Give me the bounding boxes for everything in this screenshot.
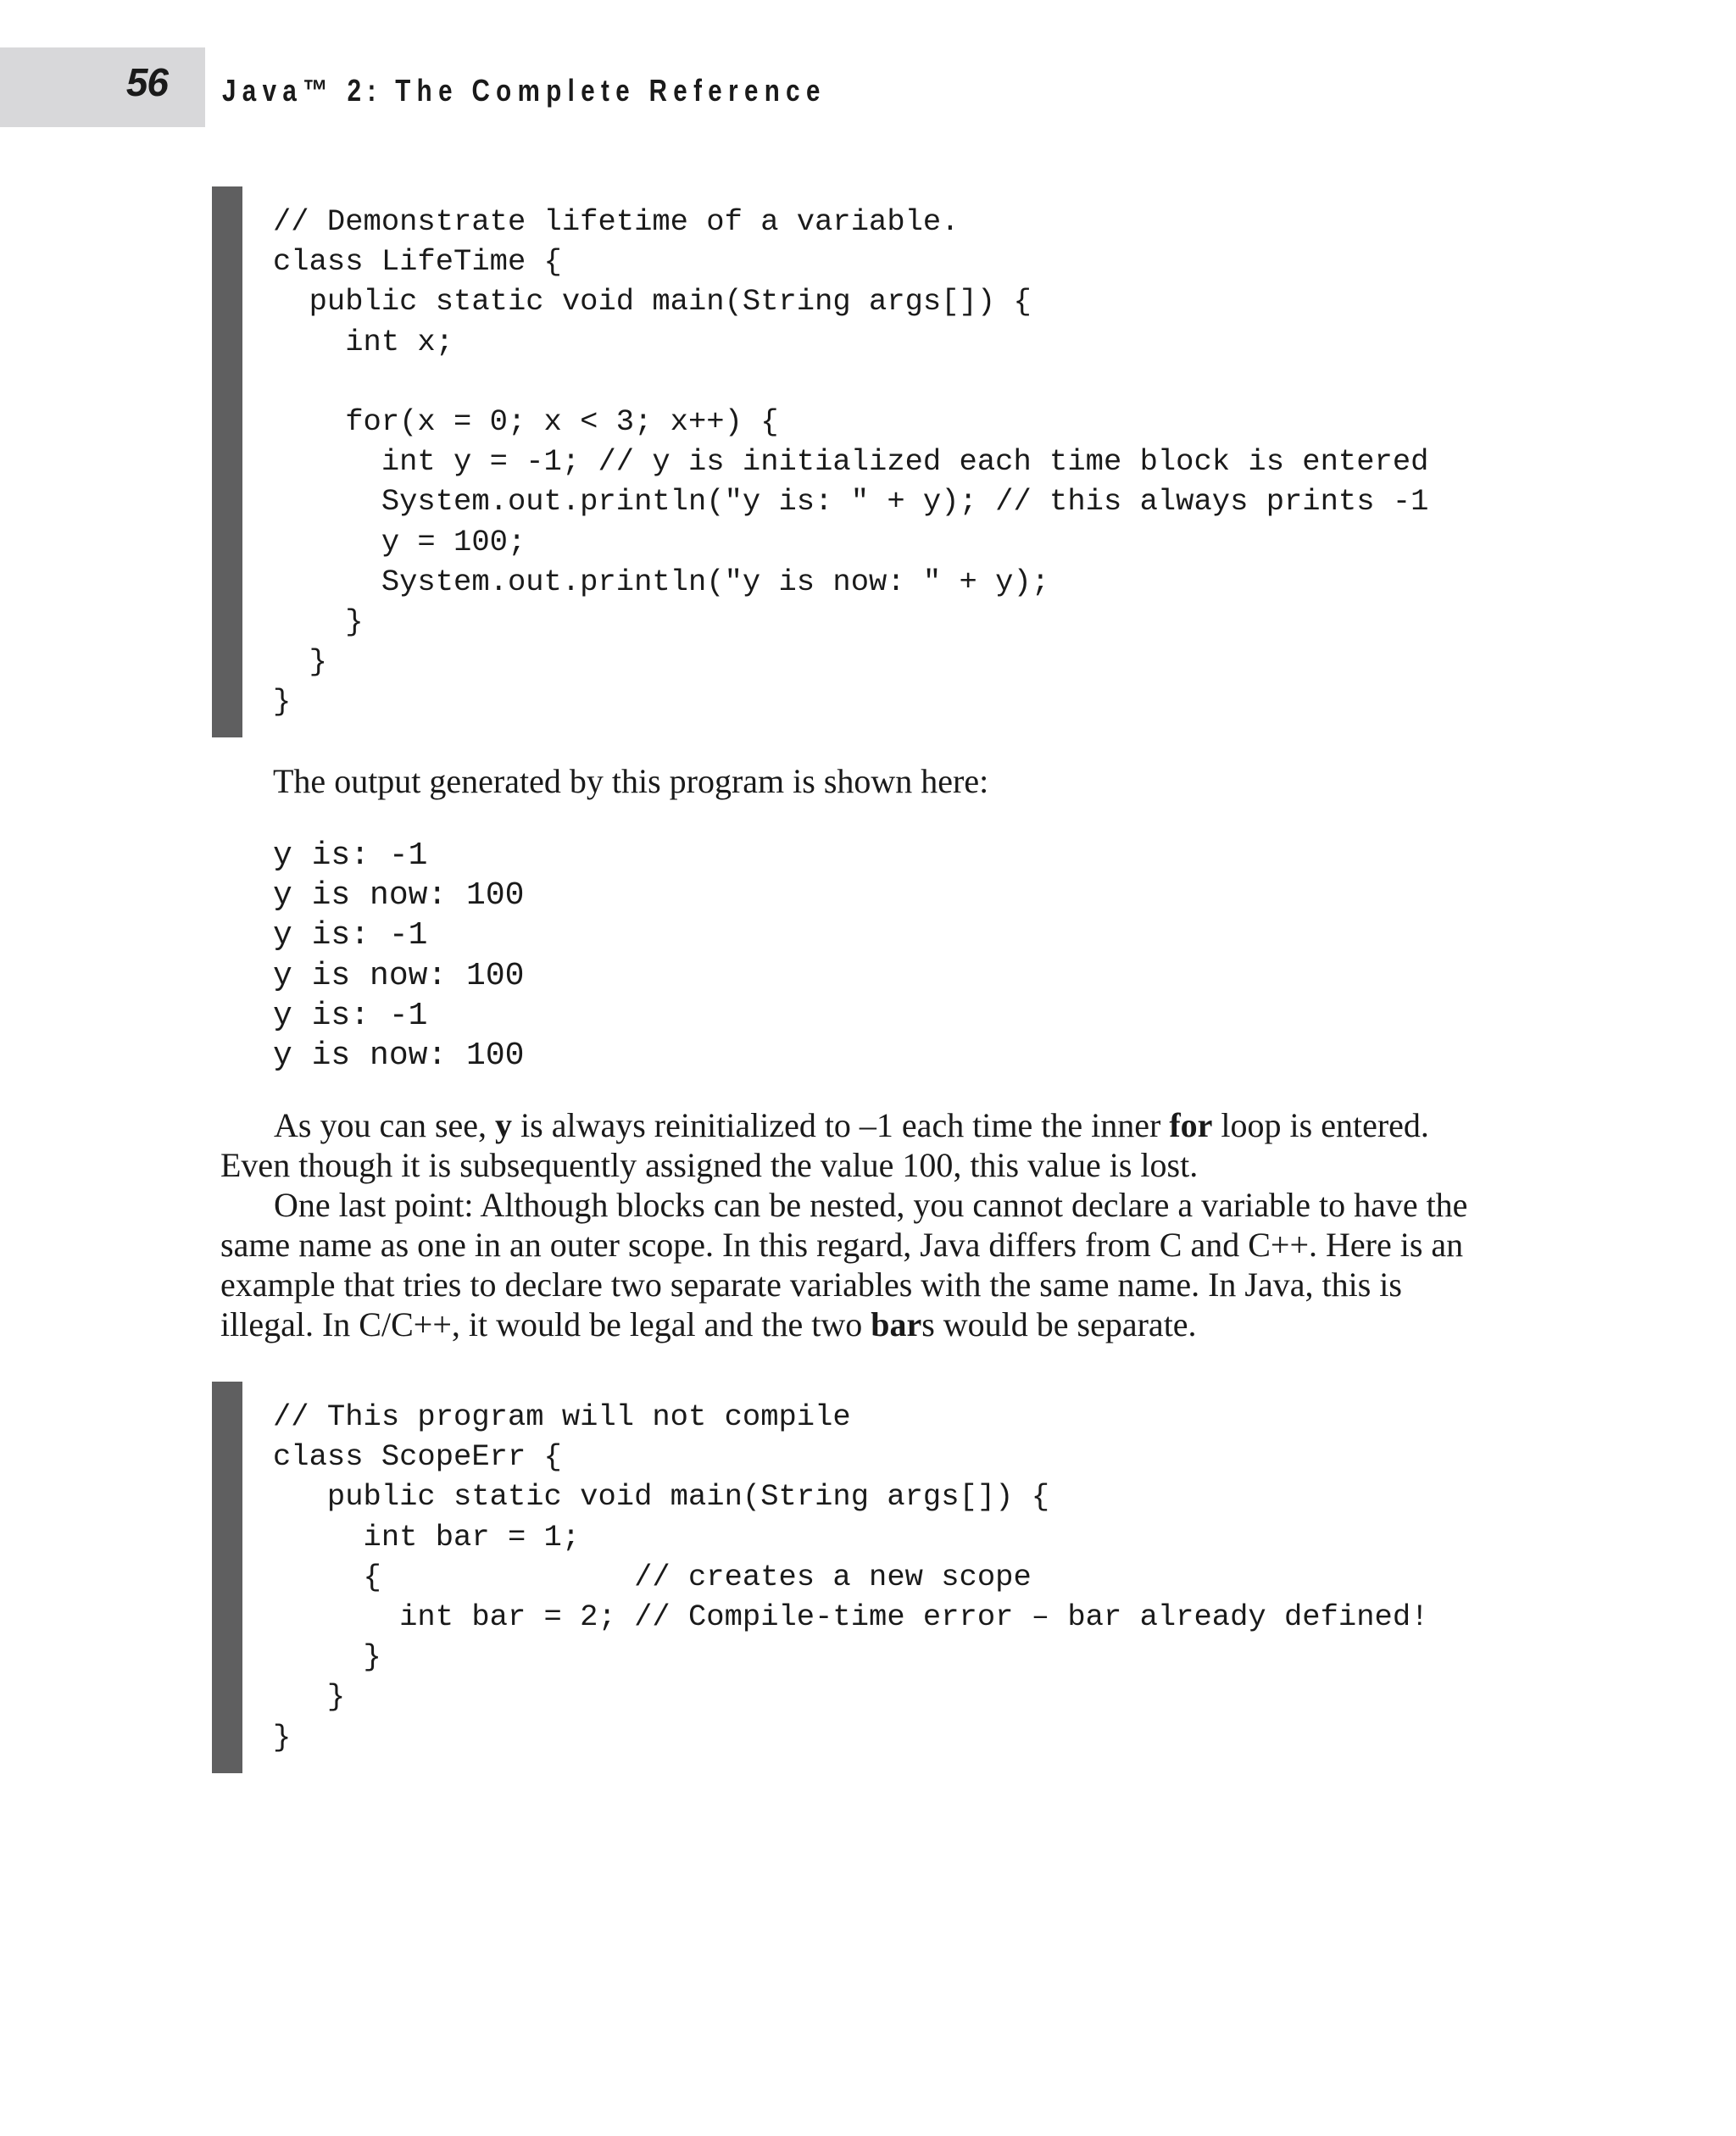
code-line: { // creates a new scope — [273, 1559, 1032, 1594]
code-line: y = 100; — [273, 524, 526, 559]
code-line: int bar = 1; — [273, 1519, 581, 1555]
output-line: y is: -1 — [273, 917, 428, 954]
inline-code: bar — [871, 1305, 922, 1343]
code-line: int y = -1; // y is initialized each time block is entered — [273, 444, 1429, 480]
body-text — [220, 1105, 1492, 1344]
text-run: is always reinitialized to –1 each time the inner — [512, 1106, 1170, 1144]
code-line: } — [273, 604, 364, 639]
program-output — [273, 836, 524, 1076]
code-line: // Demonstrate lifetime of a variable. — [273, 204, 960, 239]
paragraph — [220, 1105, 1492, 1185]
paragraph — [220, 1185, 1492, 1344]
inline-code: y — [495, 1106, 513, 1144]
output-line: y is now: 100 — [273, 1037, 525, 1074]
code-line: } — [273, 644, 327, 680]
text-run: loop is entered. Even though it is subsequently assigned the value 100, this value is lost. — [220, 1106, 1429, 1184]
code-line: int x; — [273, 324, 454, 359]
running-head: Java™ 2: The Complete Reference — [222, 73, 826, 108]
code-line: int bar = 2; // Compile-time error – bar already defined! — [273, 1599, 1429, 1634]
code-line: System.out.println("y is: " + y); // this always prints -1 — [273, 484, 1429, 520]
code-line: System.out.println("y is now: " + y); — [273, 564, 1050, 599]
code-line: class LifeTime { — [273, 244, 562, 280]
output-line: y is now: 100 — [273, 877, 525, 915]
code-line: } — [273, 1719, 292, 1755]
text-run: s would be separate. — [921, 1305, 1197, 1343]
code-line: } — [273, 684, 292, 720]
code-margin-bar — [212, 1382, 242, 1773]
text-run: One last point: Although blocks can be nested, you cannot declare a variable to have the same name as one in an outer scope. In this regard, Java differs from C and C++. Here is an example that tries to declare two separate variables with the same name. In Java, this is illegal. In C/C++, it would be legal and the two — [220, 1186, 1468, 1343]
code-line — [273, 362, 1428, 402]
code-line: for(x = 0; x < 3; x++) { — [273, 403, 779, 439]
code-line: class ScopeErr { — [273, 1439, 562, 1475]
code-line: public static void main(String args[]) { — [273, 284, 1032, 320]
page-number: 56 — [125, 60, 168, 104]
code-line: } — [273, 1639, 381, 1675]
output-line: y is now: 100 — [273, 957, 525, 994]
code-line: } — [273, 1679, 346, 1715]
code-line: // This program will not compile — [273, 1399, 851, 1434]
code-line: public static void main(String args[]) { — [273, 1479, 1050, 1515]
code-margin-bar — [212, 186, 242, 737]
output-lead-in: The output generated by this program is shown here: — [273, 762, 989, 800]
page-number-tab — [0, 47, 205, 127]
output-line: y is: -1 — [273, 837, 428, 874]
inline-code: for — [1169, 1106, 1213, 1144]
output-line: y is: -1 — [273, 997, 428, 1034]
text-run: As you can see, — [274, 1106, 496, 1144]
